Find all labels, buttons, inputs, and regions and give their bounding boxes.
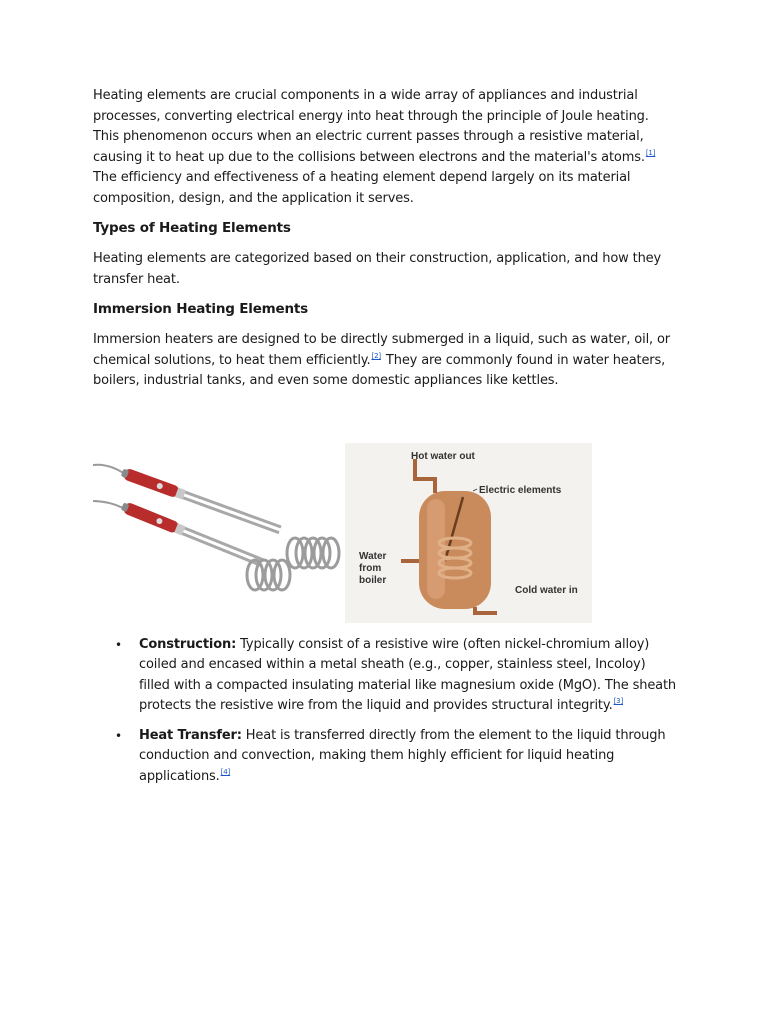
water-heater-diagram (345, 443, 592, 623)
immersion-text: Immersion heaters are designed to be directly submerged in a liquid, such as water, oil, or chemical solutions, to heat them efficiently. (93, 332, 670, 368)
label-from: from (359, 562, 382, 574)
immersion-heading: Immersion Heating Elements (93, 301, 308, 317)
list-item (93, 635, 678, 717)
citation-link-1[interactable]: [1] (645, 148, 656, 157)
bullet-label: Heat Transfer: (139, 727, 242, 743)
bullet-dot: • (115, 637, 122, 652)
bullet-text: Heat is transferred directly from the element to the liquid through conduction and convection, making them highly efficient for liquid heating applications. (139, 727, 666, 784)
immersion-paragraph (93, 330, 678, 392)
list-item (93, 726, 678, 788)
document-body (93, 86, 678, 796)
intro-text: Heating elements are crucial components in a wide array of appliances and industrial processes, converting electrical energy into heat through the principle of Joule heating. This phenomenon occurs when an electric current passes through a resistive material, causing it to heat up due to the collisions between electrons and the material's atoms. (93, 88, 649, 165)
types-heading: Types of Heating Elements (93, 220, 291, 236)
citation-link-2[interactable]: [2] (371, 351, 381, 360)
citation-link-3[interactable]: [3] (613, 697, 624, 705)
bullet-text: Typically consist of a resistive wire (often nickel-chromium alloy) coiled and encased within a metal sheath (e.g., copper, stainless steel, Incoloy) filled with a compacted insulating material like magnesium oxide (MgO). The sheath protects the resistive wire from the liquid and provides structural integrity. (139, 636, 677, 713)
label-hot-water-out: Hot water out (411, 450, 475, 462)
citation-link-4[interactable]: [4] (220, 767, 231, 776)
types-paragraph: Heating elements are categorized based on their construction, application, and how they transfer heat. (93, 251, 662, 287)
label-water: Water (359, 550, 387, 562)
figures-row (93, 443, 678, 623)
label-cold-water-in: Cold water in (515, 584, 578, 596)
immersion-heater-photo (93, 453, 343, 598)
bullet-label: Construction: (139, 636, 237, 652)
bullet-dot: • (115, 728, 122, 743)
intro-text-cont: The efficiency and effectiveness of a heating element depend largely on its material composition, design, and the application it serves. (93, 170, 631, 206)
immersion-text-cont: They are commonly found in water heaters, boilers, industrial tanks, and even some domestic appliances like kettles. (93, 352, 666, 388)
label-boiler: boiler (359, 574, 387, 586)
bullet-list (93, 635, 678, 788)
intro-paragraph (93, 86, 678, 209)
label-electric-elements: Electric elements (479, 484, 562, 496)
